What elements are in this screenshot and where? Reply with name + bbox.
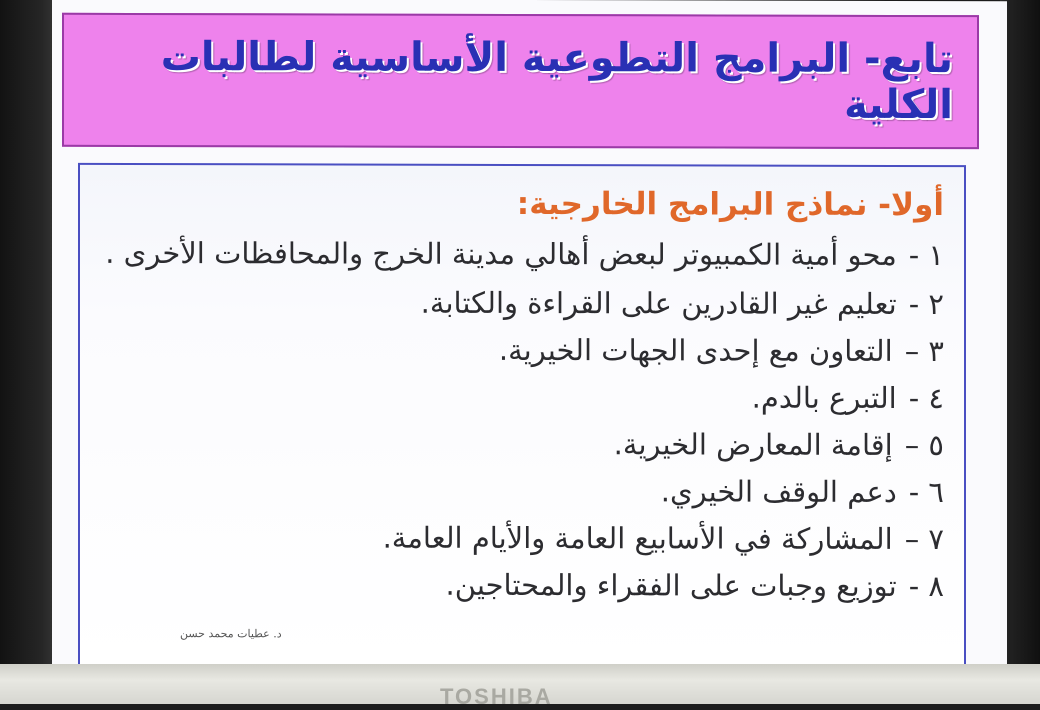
monitor-bezel-left <box>0 0 60 704</box>
author-credit: د. عطيات محمد حسن <box>180 627 282 641</box>
list-item: ٨ -توزيع وجبات على الفقراء والمحتاجين. <box>445 567 944 604</box>
presentation-slide <box>52 0 1007 691</box>
list-item: ٦ -دعم الوقف الخيري. <box>660 474 944 510</box>
list-item: ٢ -تعليم غير القادرين على القراءة والكتابة. <box>420 285 944 322</box>
list-item: ١ -محو أمية الكمبيوتر لبعض أهالي مدينة الخرج والمحافظات الأخرى . <box>105 235 944 273</box>
slide-content-box <box>78 163 966 670</box>
monitor-brand-logo: TOSHIBA <box>440 684 553 709</box>
section-heading: أولا- نماذج البرامج الخارجية: <box>516 185 944 224</box>
slide-title-bar <box>62 13 979 149</box>
program-list <box>94 227 944 610</box>
list-item: ٧ –المشاركة في الأسابيع العامة والأيام العامة. <box>382 520 944 557</box>
slide-title: تابع- البرامج التطوعية الأساسية لطالبات الكلية <box>160 34 953 129</box>
list-item: ٣ –التعاون مع إحدى الجهات الخيرية. <box>498 332 944 369</box>
list-item: ٥ –إقامة المعارض الخيرية. <box>613 427 944 463</box>
monitor-bezel-bottom <box>0 664 1040 709</box>
list-item: ٤ -التبرع بالدم. <box>751 380 944 416</box>
